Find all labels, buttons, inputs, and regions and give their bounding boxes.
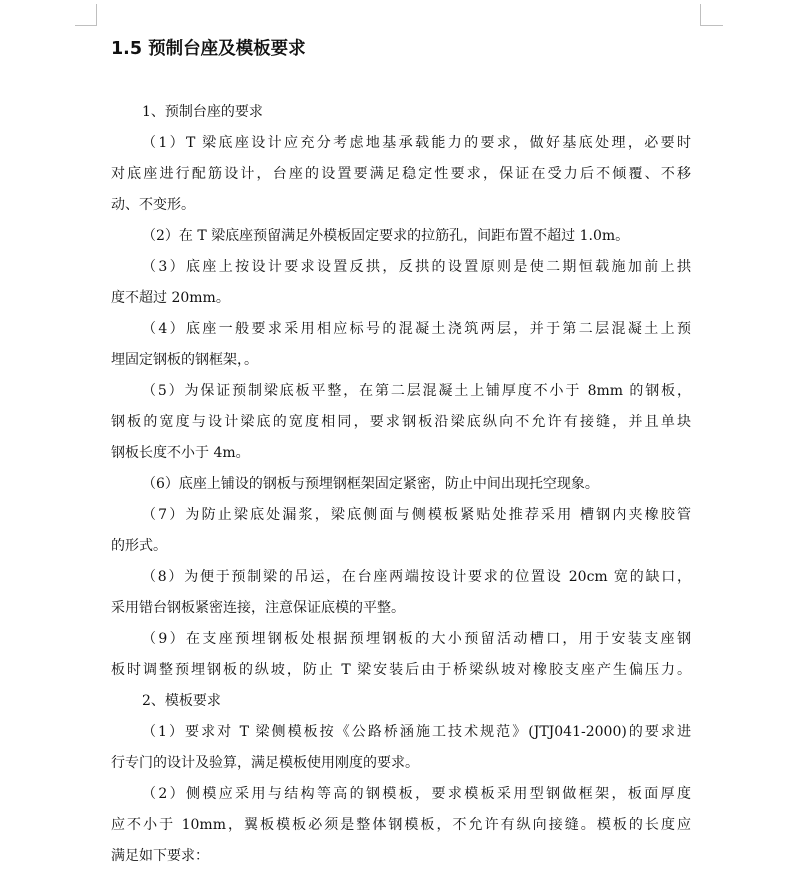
- section-heading: 1.5 预制台座及模板要求: [111, 39, 306, 59]
- text-line: （4）底座一般要求采用相应标号的混凝土浇筑两层，并于第二层混凝土上预: [142, 321, 691, 337]
- text-line: （6）底座上铺设的钢板与预埋钢框架固定紧密，防止中间出现托空现象。: [142, 476, 599, 492]
- text-line: （3）底座上按设计要求设置反拱，反拱的设置原则是使二期恒载施加前上拱: [142, 259, 691, 275]
- text-line: （8）为便于预制梁的吊运，在台座两端按设计要求的位置设 20cm 宽的缺口，: [142, 569, 691, 585]
- document-body: [111, 34, 691, 872]
- text-line: 2、模板要求: [142, 693, 221, 709]
- text-line: （7）为防止梁底处漏浆，梁底侧面与侧模板紧贴处推荐采用 槽钢内夹橡胶管: [142, 507, 691, 523]
- paragraph-lines: [111, 97, 691, 872]
- text-line: 动、不变形。: [111, 197, 195, 213]
- crop-mark-top-right: [700, 4, 723, 26]
- text-line: 满足如下要求：: [111, 848, 209, 864]
- text-line: （1）要求对 T 梁侧模板按《公路桥涵施工技术规范》(JTJ041-2000)的要求进: [142, 724, 691, 740]
- text-line: （2）在 T 梁底座预留满足外模板固定要求的拉筋孔，间距布置不超过 1.0m。: [142, 228, 630, 244]
- text-line: 应不小于 10mm，翼板模板必须是整体钢模板，不允许有纵向接缝。模板的长度应: [111, 817, 691, 833]
- text-line: 钢板的宽度与设计梁底的宽度相同，要求钢板沿梁底纵向不允许有接缝，并且单块: [111, 414, 691, 430]
- text-line: 1、预制台座的要求: [142, 104, 263, 120]
- text-line: （2）侧模应采用与结构等高的钢模板，要求模板采用型钢做框架，板面厚度: [142, 786, 691, 802]
- text-line: 行专门的设计及验算，满足模板使用刚度的要求。: [111, 755, 419, 771]
- text-line: 埋固定钢板的钢框架，。: [111, 352, 258, 368]
- text-line: （9）在支座预埋钢板处根据预埋钢板的大小预留活动槽口，用于安装支座钢: [142, 631, 691, 647]
- text-line: 采用错台钢板紧密连接，注意保证底模的平整。: [111, 600, 405, 616]
- text-line: 对底座进行配筋设计，台座的设置要满足稳定性要求，保证在受力后不倾覆、不移: [111, 166, 691, 182]
- text-line: （1）T 梁底座设计应充分考虑地基承载能力的要求，做好基底处理，必要时: [142, 135, 691, 151]
- text-line: （5）为保证预制梁底板平整，在第二层混凝土上铺厚度不小于 8mm 的钢板，: [142, 383, 691, 399]
- text-line: 钢板长度不小于 4m。: [111, 445, 250, 461]
- text-line: 度不超过 20mm。: [111, 290, 230, 306]
- text-line: 板时调整预埋钢板的纵坡，防止 T 梁安装后由于桥梁纵坡对橡胶支座产生偏压力。: [111, 662, 691, 678]
- text-line: 的形式。: [111, 538, 167, 554]
- crop-mark-top-left: [75, 4, 97, 26]
